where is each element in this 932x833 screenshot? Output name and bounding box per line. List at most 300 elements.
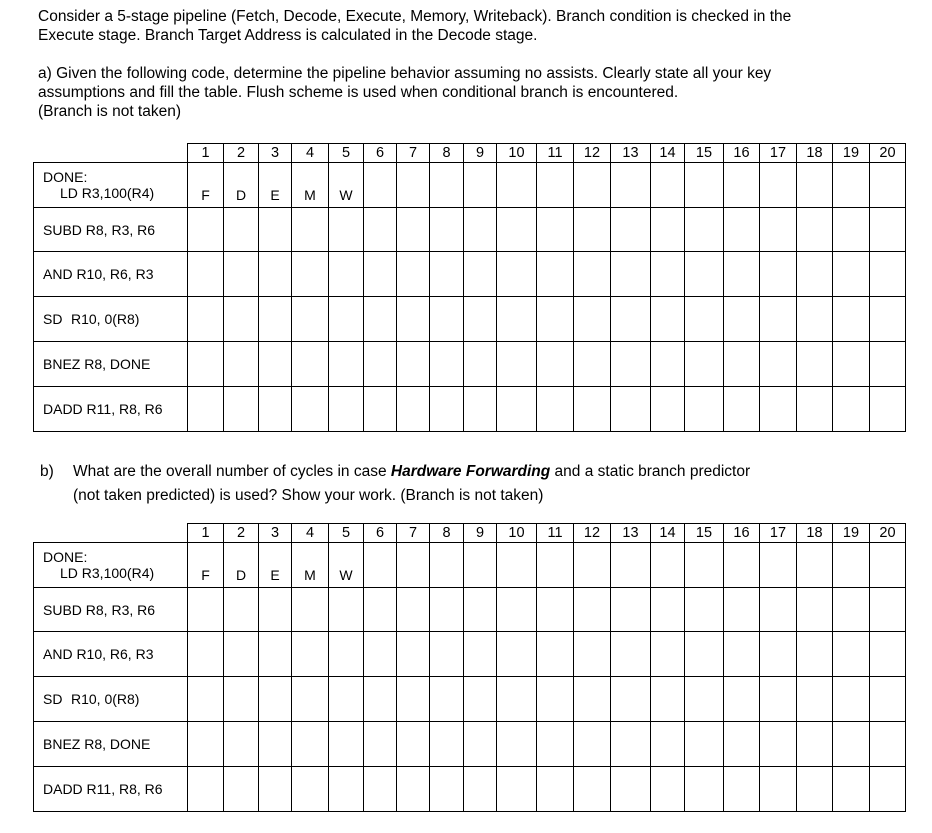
cycle-number-12: 12 (574, 144, 611, 163)
cycle-number-19: 19 (833, 144, 870, 163)
empty-cell (685, 632, 724, 677)
empty-cell (833, 588, 870, 632)
empty-cell (292, 722, 329, 767)
cycle-number-7: 7 (397, 524, 430, 543)
cycle-number-16: 16 (724, 144, 760, 163)
empty-cell (464, 163, 497, 208)
empty-cell (833, 677, 870, 722)
empty-cell (259, 297, 292, 342)
empty-cell (833, 208, 870, 252)
cycle-number-6: 6 (364, 144, 397, 163)
empty-cell (574, 677, 611, 722)
instruction-cell (34, 163, 188, 208)
empty-cell (464, 342, 497, 387)
empty-cell (651, 767, 685, 812)
empty-cell (685, 588, 724, 632)
empty-cell (430, 722, 464, 767)
empty-cell (870, 632, 906, 677)
instruction-row (34, 297, 906, 342)
empty-cell (430, 252, 464, 297)
empty-cell (497, 722, 537, 767)
stage-cell: M (292, 163, 329, 208)
cycle-number-13: 13 (611, 524, 651, 543)
stage-cell: F (188, 163, 224, 208)
empty-cell (224, 387, 259, 432)
cycle-number-9: 9 (464, 524, 497, 543)
empty-cell (611, 588, 651, 632)
empty-cell (497, 677, 537, 722)
empty-cell (497, 208, 537, 252)
cycle-number-8: 8 (430, 524, 464, 543)
empty-cell (497, 543, 537, 588)
instruction-cell (34, 543, 188, 588)
stage-cell: D (224, 163, 259, 208)
empty-cell (537, 342, 574, 387)
empty-cell (574, 297, 611, 342)
header-blank-cell (34, 524, 188, 543)
empty-cell (833, 387, 870, 432)
empty-cell (497, 632, 537, 677)
instruction-args: R10, 0(R8) (71, 311, 140, 327)
empty-cell (397, 342, 430, 387)
empty-cell (611, 387, 651, 432)
empty-cell (797, 632, 833, 677)
empty-cell (797, 677, 833, 722)
empty-cell (651, 297, 685, 342)
empty-cell (724, 297, 760, 342)
empty-cell (611, 163, 651, 208)
empty-cell (537, 588, 574, 632)
empty-cell (497, 342, 537, 387)
cycle-number-16: 16 (724, 524, 760, 543)
empty-cell (870, 722, 906, 767)
loop-label: DONE: (43, 549, 88, 565)
empty-cell (329, 767, 364, 812)
empty-cell (292, 342, 329, 387)
empty-cell (760, 632, 797, 677)
empty-cell (574, 767, 611, 812)
empty-cell (797, 297, 833, 342)
cycle-number-10: 10 (497, 524, 537, 543)
empty-cell (224, 297, 259, 342)
empty-cell (537, 767, 574, 812)
empty-cell (497, 767, 537, 812)
instruction-row (34, 722, 906, 767)
empty-cell (651, 543, 685, 588)
intro-line-2: Execute stage. Branch Target Address is calculated in the Decode stage. (38, 27, 538, 44)
cycle-header-row (34, 144, 906, 163)
empty-cell (364, 632, 397, 677)
empty-cell (797, 208, 833, 252)
stage-cell: D (224, 543, 259, 588)
empty-cell (537, 543, 574, 588)
empty-cell (651, 588, 685, 632)
empty-cell (833, 252, 870, 297)
empty-cell (464, 722, 497, 767)
empty-cell (259, 387, 292, 432)
empty-cell (537, 677, 574, 722)
empty-cell (464, 767, 497, 812)
empty-cell (724, 588, 760, 632)
instruction-text: SUBD R8, R3, R6 (43, 601, 156, 618)
instruction-opcode: SD (43, 311, 63, 327)
empty-cell (259, 677, 292, 722)
empty-cell (574, 632, 611, 677)
empty-cell (724, 163, 760, 208)
instruction-text: LD R3,100(R4) (60, 565, 155, 581)
empty-cell (651, 677, 685, 722)
empty-cell (259, 252, 292, 297)
cycle-number-8: 8 (430, 144, 464, 163)
empty-cell (611, 252, 651, 297)
cycle-number-1: 1 (188, 144, 224, 163)
empty-cell (188, 208, 224, 252)
empty-cell (685, 208, 724, 252)
cycle-number-4: 4 (292, 524, 329, 543)
empty-cell (611, 208, 651, 252)
empty-cell (364, 722, 397, 767)
empty-cell (685, 543, 724, 588)
empty-cell (364, 767, 397, 812)
empty-cell (397, 588, 430, 632)
empty-cell (329, 588, 364, 632)
stage-cell: W (329, 163, 364, 208)
empty-cell (870, 588, 906, 632)
empty-cell (833, 543, 870, 588)
empty-cell (724, 632, 760, 677)
empty-cell (292, 632, 329, 677)
empty-cell (574, 387, 611, 432)
instruction-cell (34, 297, 188, 342)
empty-cell (497, 588, 537, 632)
empty-cell (464, 632, 497, 677)
empty-cell (611, 767, 651, 812)
cycle-number-1: 1 (188, 524, 224, 543)
empty-cell (574, 543, 611, 588)
empty-cell (611, 297, 651, 342)
instruction-row (34, 252, 906, 297)
empty-cell (574, 208, 611, 252)
empty-cell (611, 722, 651, 767)
cycle-number-12: 12 (574, 524, 611, 543)
empty-cell (611, 632, 651, 677)
instruction-row (34, 208, 906, 252)
empty-cell (430, 387, 464, 432)
empty-cell (224, 677, 259, 722)
instruction-cell (34, 632, 188, 677)
empty-cell (760, 342, 797, 387)
empty-cell (537, 387, 574, 432)
empty-cell (464, 252, 497, 297)
part-a-line-2: assumptions and fill the table. Flush scheme is used when conditional branch is encountered. (38, 84, 679, 101)
empty-cell (397, 208, 430, 252)
empty-cell (397, 677, 430, 722)
empty-cell (797, 342, 833, 387)
stage-cell: W (329, 543, 364, 588)
empty-cell (574, 722, 611, 767)
empty-cell (188, 767, 224, 812)
empty-cell (364, 387, 397, 432)
instruction-cell (34, 722, 188, 767)
empty-cell (685, 387, 724, 432)
part-a-line-3: (Branch is not taken) (38, 103, 182, 120)
empty-cell (364, 342, 397, 387)
empty-cell (329, 297, 364, 342)
empty-cell (870, 543, 906, 588)
cycle-number-2: 2 (224, 144, 259, 163)
cycle-number-17: 17 (760, 524, 797, 543)
empty-cell (870, 163, 906, 208)
empty-cell (651, 632, 685, 677)
empty-cell (430, 588, 464, 632)
empty-cell (364, 208, 397, 252)
empty-cell (292, 208, 329, 252)
empty-cell (397, 722, 430, 767)
empty-cell (464, 588, 497, 632)
stage-cell: E (259, 543, 292, 588)
empty-cell (611, 677, 651, 722)
empty-cell (724, 342, 760, 387)
empty-cell (537, 297, 574, 342)
empty-cell (397, 297, 430, 342)
empty-cell (685, 342, 724, 387)
empty-cell (329, 342, 364, 387)
empty-cell (574, 588, 611, 632)
cycle-number-11: 11 (537, 524, 574, 543)
empty-cell (397, 387, 430, 432)
empty-cell (224, 722, 259, 767)
empty-cell (537, 252, 574, 297)
cycle-header-row (34, 524, 906, 543)
empty-cell (364, 543, 397, 588)
empty-cell (574, 252, 611, 297)
empty-cell (870, 387, 906, 432)
empty-cell (651, 722, 685, 767)
pipeline-table-b (33, 523, 906, 812)
empty-cell (259, 342, 292, 387)
empty-cell (329, 252, 364, 297)
empty-cell (724, 722, 760, 767)
empty-cell (685, 252, 724, 297)
cycle-number-18: 18 (797, 524, 833, 543)
empty-cell (574, 163, 611, 208)
empty-cell (188, 632, 224, 677)
empty-cell (497, 252, 537, 297)
empty-cell (760, 677, 797, 722)
empty-cell (497, 387, 537, 432)
empty-cell (430, 543, 464, 588)
empty-cell (464, 677, 497, 722)
instruction-row (34, 342, 906, 387)
cycle-number-9: 9 (464, 144, 497, 163)
empty-cell (833, 632, 870, 677)
stage-cell: F (188, 543, 224, 588)
empty-cell (464, 543, 497, 588)
empty-cell (430, 632, 464, 677)
part-b-bold-text: Hardware Forwarding (390, 463, 551, 480)
cycle-number-10: 10 (497, 144, 537, 163)
empty-cell (537, 208, 574, 252)
empty-cell (397, 632, 430, 677)
empty-cell (329, 387, 364, 432)
cycle-number-19: 19 (833, 524, 870, 543)
empty-cell (224, 342, 259, 387)
cycle-number-5: 5 (329, 144, 364, 163)
empty-cell (364, 252, 397, 297)
empty-cell (259, 722, 292, 767)
cycle-number-2: 2 (224, 524, 259, 543)
empty-cell (724, 387, 760, 432)
empty-cell (397, 163, 430, 208)
empty-cell (651, 163, 685, 208)
empty-cell (611, 342, 651, 387)
empty-cell (364, 163, 397, 208)
instruction-row (34, 767, 906, 812)
empty-cell (188, 677, 224, 722)
cycle-number-6: 6 (364, 524, 397, 543)
empty-cell (464, 387, 497, 432)
cycle-number-20: 20 (870, 144, 906, 163)
part-a-line-1: a) Given the following code, determine the pipeline behavior assuming no assists. Clearly state all your key (38, 65, 772, 82)
empty-cell (188, 588, 224, 632)
cycle-number-13: 13 (611, 144, 651, 163)
empty-cell (224, 252, 259, 297)
instruction-args: R10, 0(R8) (71, 691, 140, 707)
stage-cell: M (292, 543, 329, 588)
empty-cell (188, 252, 224, 297)
header-blank-cell (34, 144, 188, 163)
empty-cell (537, 163, 574, 208)
instruction-text: BNEZ R8, DONE (43, 736, 151, 752)
cycle-number-14: 14 (651, 144, 685, 163)
empty-cell (760, 722, 797, 767)
empty-cell (464, 297, 497, 342)
empty-cell (292, 588, 329, 632)
empty-cell (870, 767, 906, 812)
empty-cell (537, 632, 574, 677)
empty-cell (797, 767, 833, 812)
cycle-number-4: 4 (292, 144, 329, 163)
instruction-row (34, 632, 906, 677)
intro-line-1: Consider a 5-stage pipeline (Fetch, Decode, Execute, Memory, Writeback). Branch condition is checked in the (38, 8, 792, 25)
empty-cell (188, 387, 224, 432)
empty-cell (651, 387, 685, 432)
instruction-opcode: SD (43, 691, 63, 707)
empty-cell (188, 722, 224, 767)
empty-cell (292, 767, 329, 812)
empty-cell (870, 208, 906, 252)
empty-cell (797, 588, 833, 632)
cycle-number-11: 11 (537, 144, 574, 163)
empty-cell (329, 208, 364, 252)
empty-cell (430, 342, 464, 387)
empty-cell (329, 722, 364, 767)
instruction-text: BNEZ R8, DONE (43, 356, 151, 372)
empty-cell (430, 677, 464, 722)
empty-cell (329, 677, 364, 722)
instruction-cell (34, 252, 188, 297)
empty-cell (797, 387, 833, 432)
empty-cell (611, 543, 651, 588)
empty-cell (292, 677, 329, 722)
empty-cell (430, 297, 464, 342)
empty-cell (724, 677, 760, 722)
instruction-cell (34, 387, 188, 432)
empty-cell (224, 632, 259, 677)
empty-cell (224, 208, 259, 252)
empty-cell (651, 252, 685, 297)
empty-cell (259, 588, 292, 632)
empty-cell (329, 632, 364, 677)
cycle-number-17: 17 (760, 144, 797, 163)
empty-cell (259, 208, 292, 252)
empty-cell (364, 677, 397, 722)
cycle-number-3: 3 (259, 144, 292, 163)
empty-cell (760, 588, 797, 632)
cycle-number-15: 15 (685, 524, 724, 543)
empty-cell (870, 677, 906, 722)
pipeline-table-a (33, 143, 906, 432)
empty-cell (833, 297, 870, 342)
empty-cell (397, 252, 430, 297)
empty-cell (224, 767, 259, 812)
part-b-label: b) (40, 463, 54, 480)
empty-cell (430, 163, 464, 208)
empty-cell (833, 342, 870, 387)
empty-cell (685, 297, 724, 342)
empty-cell (760, 208, 797, 252)
empty-cell (292, 297, 329, 342)
instruction-text: AND R10, R6, R3 (43, 646, 154, 662)
empty-cell (760, 297, 797, 342)
instruction-cell (34, 208, 188, 252)
empty-cell (188, 342, 224, 387)
part-b-line-2: (not taken predicted) is used? Show your work. (Branch is not taken) (73, 487, 544, 504)
empty-cell (224, 588, 259, 632)
loop-label: DONE: (43, 169, 88, 185)
cycle-number-14: 14 (651, 524, 685, 543)
part-b-text-1: What are the overall number of cycles in case (73, 463, 391, 480)
instruction-cell (34, 767, 188, 812)
empty-cell (685, 163, 724, 208)
empty-cell (797, 252, 833, 297)
part-b-paragraph (40, 460, 750, 508)
instruction-text: DADD R11, R8, R6 (43, 401, 163, 417)
empty-cell (259, 632, 292, 677)
empty-cell (397, 767, 430, 812)
instruction-text: SUBD R8, R3, R6 (43, 221, 156, 238)
empty-cell (430, 767, 464, 812)
empty-cell (685, 767, 724, 812)
cycle-number-18: 18 (797, 144, 833, 163)
cycle-number-3: 3 (259, 524, 292, 543)
empty-cell (430, 208, 464, 252)
instruction-text: AND R10, R6, R3 (43, 266, 154, 282)
empty-cell (724, 208, 760, 252)
empty-cell (259, 767, 292, 812)
empty-cell (497, 163, 537, 208)
empty-cell (397, 543, 430, 588)
instruction-row (34, 588, 906, 632)
instruction-cell (34, 677, 188, 722)
empty-cell (797, 163, 833, 208)
empty-cell (537, 722, 574, 767)
intro-paragraph (38, 7, 791, 45)
instruction-cell (34, 342, 188, 387)
empty-cell (724, 767, 760, 812)
cycle-number-5: 5 (329, 524, 364, 543)
empty-cell (760, 767, 797, 812)
